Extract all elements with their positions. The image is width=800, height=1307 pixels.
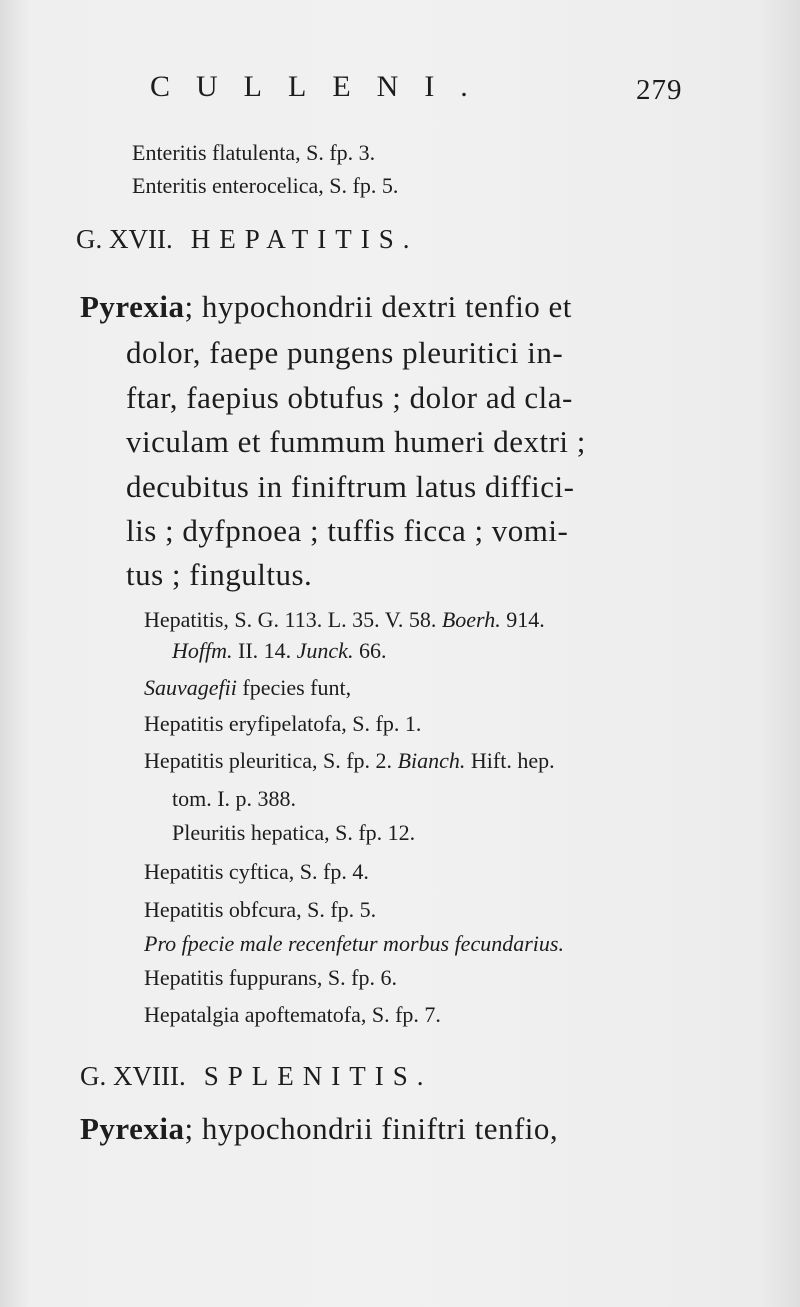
- definition-lead: Pyrexia: [80, 1111, 185, 1146]
- author-name: Sauvagefii: [144, 675, 237, 700]
- genus-name: SPLENITIS.: [203, 1061, 433, 1091]
- synonym-line: [144, 607, 545, 633]
- genus-name: HEPATITIS.: [190, 224, 419, 254]
- genus-number: G. XVIII.: [80, 1061, 186, 1091]
- species-line: Pleuritis hepatica, S. fp. 12.: [172, 820, 416, 845]
- definition-line: tus ; fingultus.: [126, 557, 313, 592]
- synonym-text: II. 14.: [238, 638, 292, 663]
- running-head: CULLENI.: [150, 70, 494, 103]
- definition-line: lis ; dyfpnoea ; tuffis ficca ; vomi-: [126, 513, 569, 548]
- species-note: [144, 931, 564, 957]
- species-line: Hepatitis fuppurans, S. fp. 6.: [144, 965, 397, 990]
- definition-line: dolor, faepe pungens pleuritici in-: [126, 335, 564, 370]
- prev-species-line: Enteritis flatulenta, S. fp. 3.: [132, 140, 376, 165]
- species-line: [144, 748, 555, 774]
- species-line: Hepatitis eryfipelatofa, S. fp. 1.: [144, 711, 422, 736]
- species-line: Hepatalgia apoftematofa, S. fp. 7.: [144, 1002, 441, 1027]
- definition-line: ftar, faepius obtufus ; dolor ad cla-: [126, 380, 573, 415]
- definition-text: ; hypochondrii finiftri tenfio,: [184, 1111, 559, 1146]
- species-line: tom. I. p. 388.: [172, 786, 297, 811]
- genus-number: G. XVII.: [76, 224, 173, 254]
- sauvages-text: fpecies funt,: [242, 675, 352, 700]
- author-name: Boerh.: [441, 607, 501, 632]
- definition-line: [80, 289, 572, 325]
- species-note-text: Pro fpecie male recenfetur morbus fecundarius.: [144, 931, 564, 956]
- sauvages-line: [144, 675, 351, 701]
- synonym-text: 66.: [358, 638, 387, 663]
- author-name: Hoffm.: [172, 638, 233, 663]
- definition-lead: Pyrexia: [80, 289, 185, 324]
- species-line: Hepatitis obfcura, S. fp. 5.: [144, 897, 377, 922]
- definition-line: decubitus in finiftrum latus diffici-: [126, 469, 575, 504]
- species-text: Hift. hep.: [470, 748, 555, 773]
- genus-heading: [80, 1061, 433, 1092]
- species-line: Hepatitis cyftica, S. fp. 4.: [144, 859, 369, 884]
- author-name: Junck.: [296, 638, 354, 663]
- synonym-line: [172, 638, 386, 664]
- definition-text: ; hypochondrii dextri tenfio et: [184, 289, 572, 324]
- prev-species-line: Enteritis enterocelica, S. fp. 5.: [132, 173, 399, 198]
- genus-heading: [76, 224, 419, 255]
- page-number: 279: [636, 74, 683, 106]
- definition-line: [80, 1111, 558, 1147]
- synonym-text: Hepatitis, S. G. 113. L. 35. V. 58.: [144, 607, 437, 632]
- definition-line: viculam et fummum humeri dextri ;: [126, 424, 586, 459]
- species-text: Hepatitis pleuritica, S. fp. 2.: [144, 748, 393, 773]
- synonym-text: 914.: [506, 607, 545, 632]
- author-name: Bianch.: [397, 748, 466, 773]
